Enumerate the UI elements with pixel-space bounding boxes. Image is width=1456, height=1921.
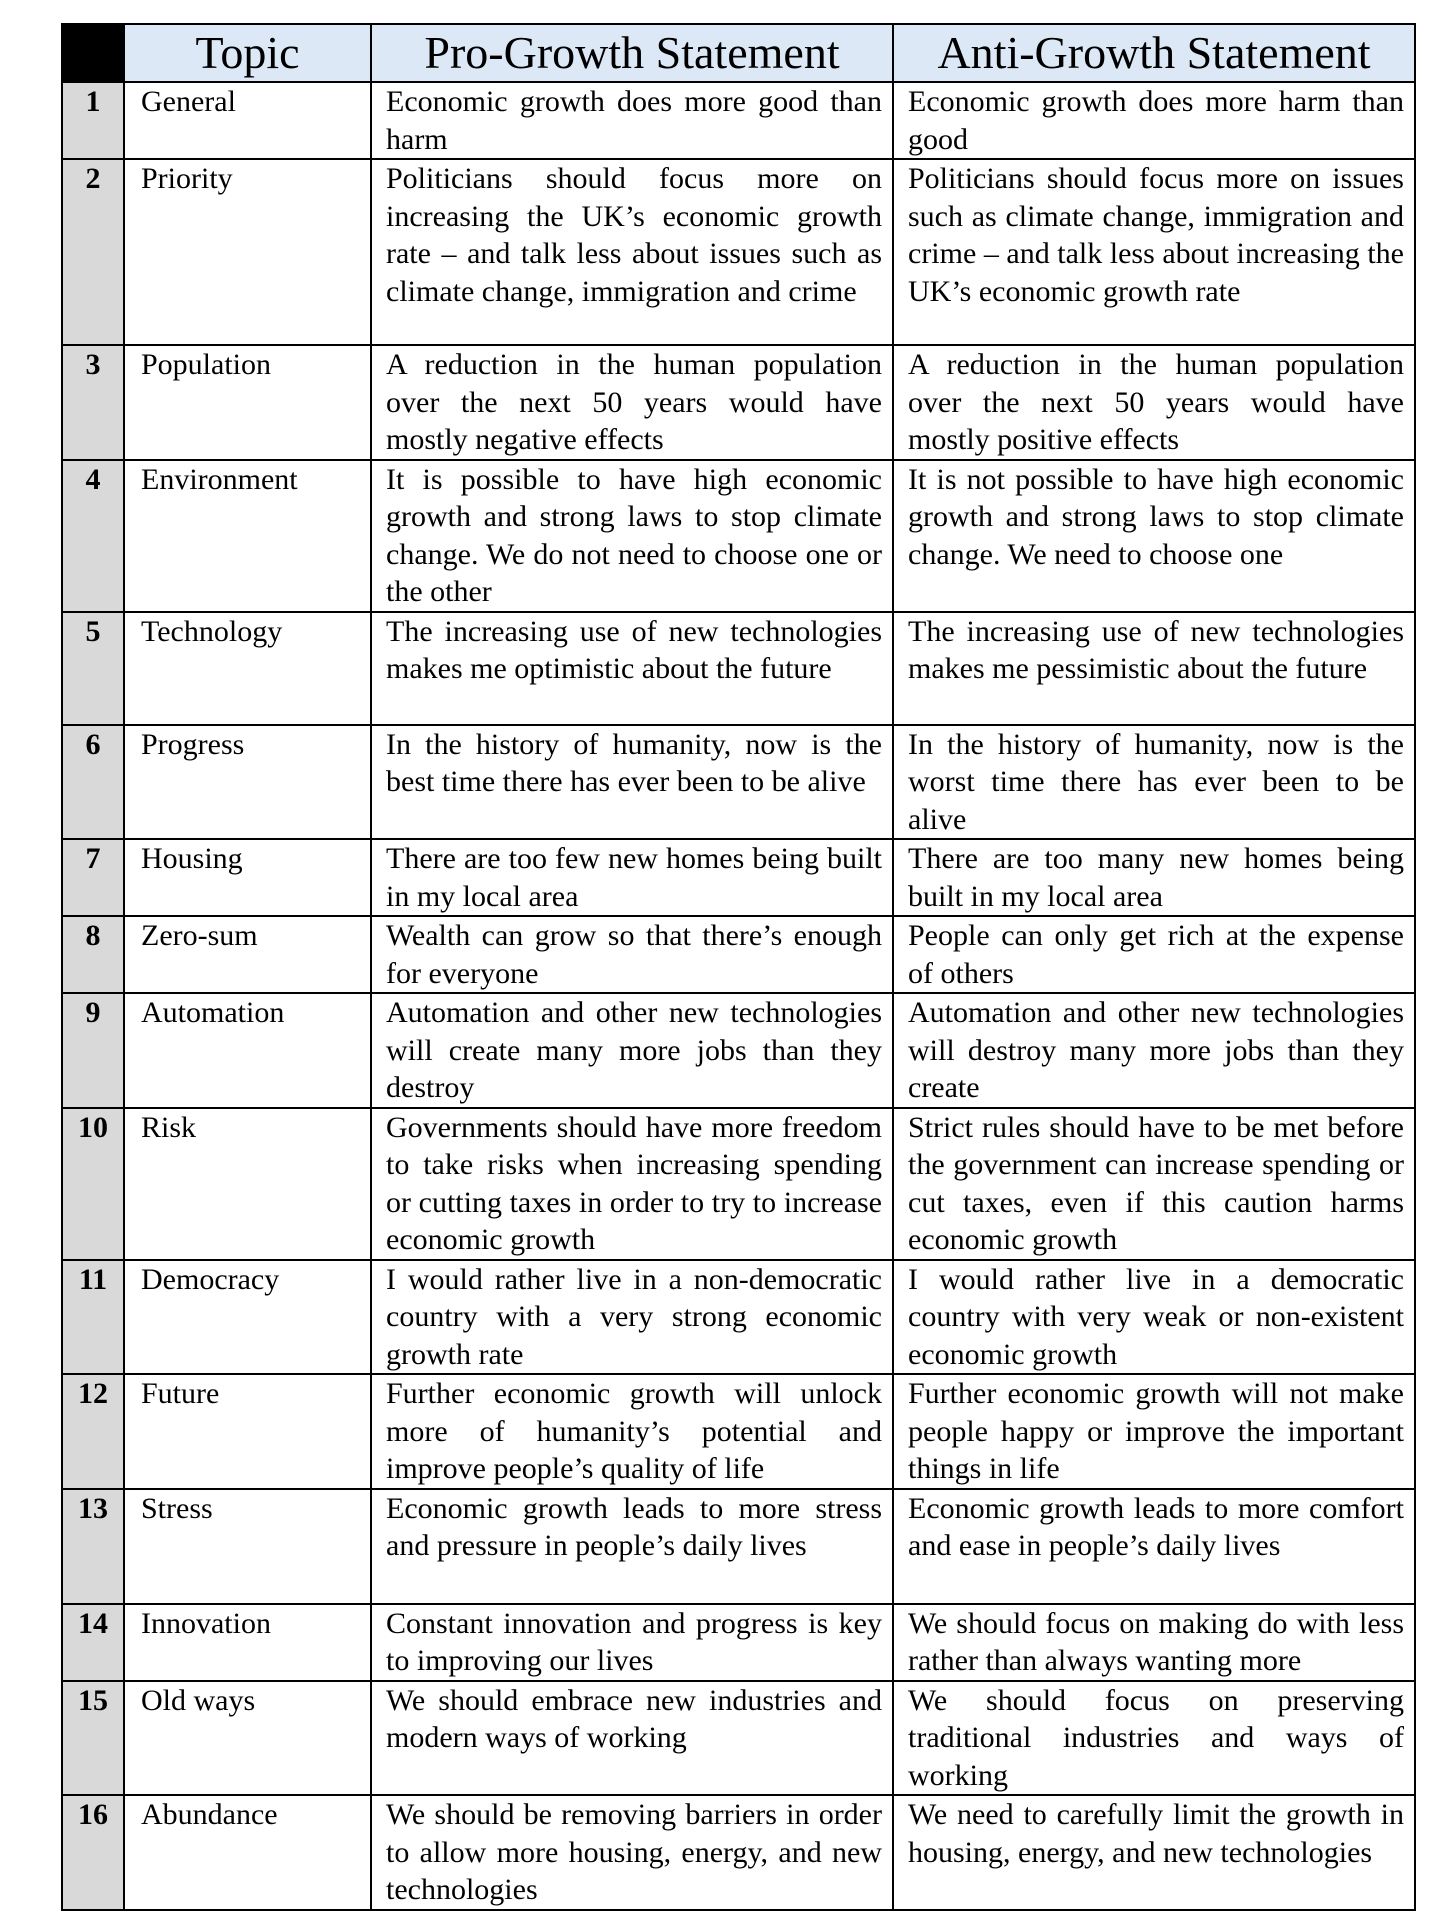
pro-statement: Economic growth does more good than harm [371,82,893,159]
pro-statement: It is possible to have high economic growth and strong laws to stop climate change. We do not need to choose one or the other [371,460,893,612]
row-topic: Environment [124,460,371,612]
row-topic: Stress [124,1489,371,1604]
row-number: 15 [62,1681,124,1796]
anti-statement: It is not possible to have high economic growth and strong laws to stop climate change. We need to choose one [893,460,1415,612]
anti-statement: Economic growth leads to more comfort and ease in people’s daily lives [893,1489,1415,1604]
pro-statement: Governments should have more freedom to take risks when increasing spending or cutting taxes in order to try to increase economic growth [371,1108,893,1260]
row-number: 8 [62,916,124,993]
anti-statement: A reduction in the human population over the next 50 years would have mostly positive effects [893,345,1415,460]
anti-statement: People can only get rich at the expense of others [893,916,1415,993]
pro-statement: Automation and other new technologies will create many more jobs than they destroy [371,993,893,1108]
anti-statement: We should focus on preserving traditional industries and ways of working [893,1681,1415,1796]
anti-statement: Politicians should focus more on issues such as climate change, immigration and crime – and talk less about increasing the UK’s economic growth rate [893,159,1415,345]
row-number: 11 [62,1260,124,1375]
header-pro-growth: Pro-Growth Statement [371,24,893,82]
pro-statement: In the history of humanity, now is the best time there has ever been to be alive [371,725,893,840]
table-row [62,1681,1415,1796]
table-row [62,916,1415,993]
table-row [62,82,1415,159]
table-row [62,612,1415,725]
anti-statement: Strict rules should have to be met before the government can increase spending or cut taxes, even if this caution harms economic growth [893,1108,1415,1260]
table-row [62,345,1415,460]
pro-statement: Economic growth leads to more stress and pressure in people’s daily lives [371,1489,893,1604]
row-topic: Abundance [124,1795,371,1910]
table-row [62,1489,1415,1604]
row-number: 2 [62,159,124,345]
header-corner-cell [62,24,124,82]
table-row [62,159,1415,345]
row-topic: Zero-sum [124,916,371,993]
row-topic: Democracy [124,1260,371,1375]
pro-statement: Wealth can grow so that there’s enough for everyone [371,916,893,993]
pro-statement: I would rather live in a non-democratic country with a very strong economic growth rate [371,1260,893,1375]
pro-statement: We should embrace new industries and modern ways of working [371,1681,893,1796]
row-number: 14 [62,1604,124,1681]
table-row [62,993,1415,1108]
header-topic: Topic [124,24,371,82]
anti-statement: The increasing use of new technologies makes me pessimistic about the future [893,612,1415,725]
pro-statement: There are too few new homes being built in my local area [371,839,893,916]
row-number: 9 [62,993,124,1108]
pro-statement: The increasing use of new technologies makes me optimistic about the future [371,612,893,725]
statements-table [61,23,1416,1911]
pro-statement: We should be removing barriers in order to allow more housing, energy, and new technologies [371,1795,893,1910]
anti-statement: I would rather live in a democratic country with very weak or non-existent economic growth [893,1260,1415,1375]
row-number: 3 [62,345,124,460]
header-anti-growth: Anti-Growth Statement [893,24,1415,82]
pro-statement: A reduction in the human population over the next 50 years would have mostly negative effects [371,345,893,460]
pro-statement: Politicians should focus more on increasing the UK’s economic growth rate – and talk less about issues such as climate change, immigration and crime [371,159,893,345]
row-topic: Automation [124,993,371,1108]
table-row [62,1108,1415,1260]
table-row [62,460,1415,612]
anti-statement: We should focus on making do with less rather than always wanting more [893,1604,1415,1681]
table-row [62,1260,1415,1375]
anti-statement: Economic growth does more harm than good [893,82,1415,159]
row-number: 1 [62,82,124,159]
row-number: 12 [62,1374,124,1489]
row-topic: Progress [124,725,371,840]
pro-statement: Constant innovation and progress is key to improving our lives [371,1604,893,1681]
row-topic: Housing [124,839,371,916]
table-row [62,1604,1415,1681]
row-topic: Technology [124,612,371,725]
pro-statement: Further economic growth will unlock more of humanity’s potential and improve people’s quality of life [371,1374,893,1489]
row-number: 16 [62,1795,124,1910]
row-number: 6 [62,725,124,840]
anti-statement: Further economic growth will not make people happy or improve the important things in life [893,1374,1415,1489]
anti-statement: In the history of humanity, now is the worst time there has ever been to be alive [893,725,1415,840]
row-topic: Risk [124,1108,371,1260]
row-topic: Population [124,345,371,460]
row-topic: Innovation [124,1604,371,1681]
row-number: 7 [62,839,124,916]
table-row [62,725,1415,840]
table-row [62,839,1415,916]
row-topic: Future [124,1374,371,1489]
header-row [62,24,1415,82]
table-row [62,1374,1415,1489]
anti-statement: Automation and other new technologies will destroy many more jobs than they create [893,993,1415,1108]
table-row [62,1795,1415,1910]
row-topic: General [124,82,371,159]
row-topic: Old ways [124,1681,371,1796]
anti-statement: There are too many new homes being built in my local area [893,839,1415,916]
anti-statement: We need to carefully limit the growth in housing, energy, and new technologies [893,1795,1415,1910]
row-number: 10 [62,1108,124,1260]
row-topic: Priority [124,159,371,345]
row-number: 13 [62,1489,124,1604]
row-number: 5 [62,612,124,725]
row-number: 4 [62,460,124,612]
